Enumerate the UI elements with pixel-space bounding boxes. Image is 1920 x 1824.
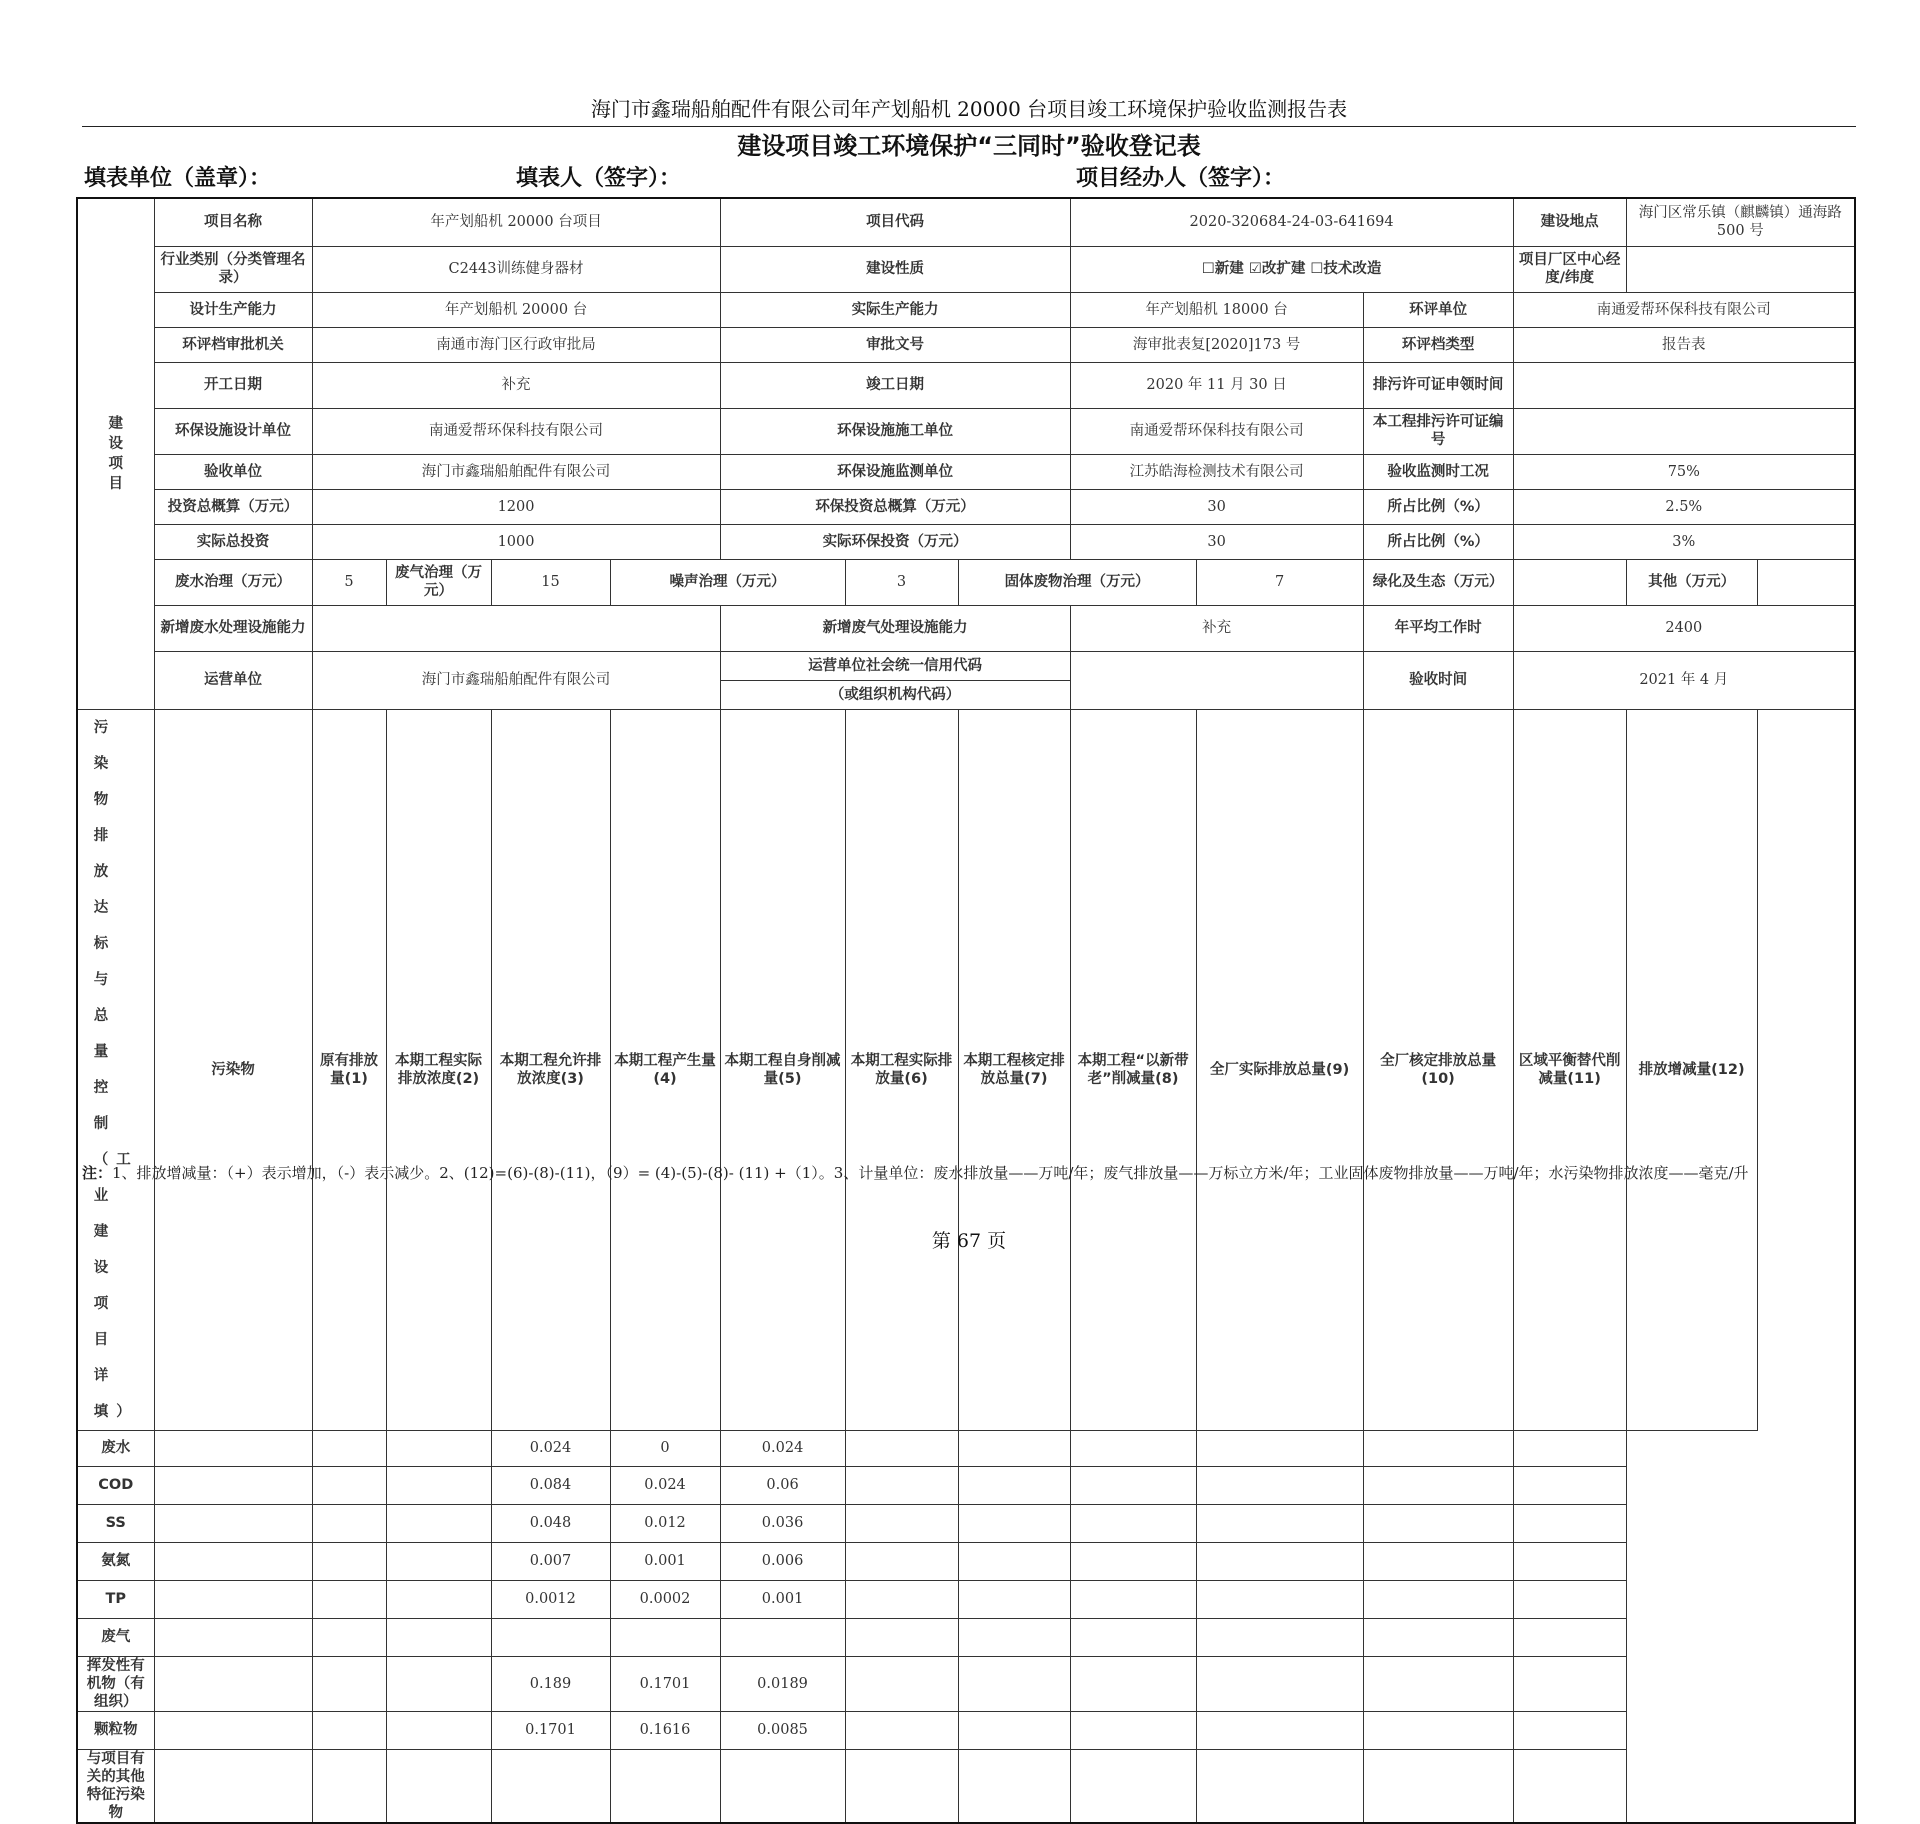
pollutant-cell: 0.1616 bbox=[610, 1711, 720, 1749]
value-ratio-2: 3% bbox=[1513, 524, 1855, 559]
label-actual-invest: 实际总投资 bbox=[154, 524, 312, 559]
pollutant-cell: 0.006 bbox=[720, 1542, 845, 1580]
pollutant-cell bbox=[312, 1656, 386, 1711]
pollutant-cell bbox=[1363, 1504, 1513, 1542]
label-actual-capacity: 实际生产能力 bbox=[720, 292, 1070, 327]
pollutant-cell bbox=[312, 1504, 386, 1542]
pollutant-cell bbox=[1363, 1656, 1513, 1711]
pollutant-cell bbox=[845, 1711, 958, 1749]
value-invest-total: 1200 bbox=[312, 489, 720, 524]
pollutant-cell: 0.1701 bbox=[491, 1711, 610, 1749]
label-eia-type: 环评档类型 bbox=[1363, 327, 1513, 362]
value-project-name: 年产划船机 20000 台项目 bbox=[312, 198, 720, 246]
label-accept-time: 验收时间 bbox=[1363, 651, 1513, 709]
value-start-date: 补充 bbox=[312, 362, 720, 408]
pollutant-cell: 0.0085 bbox=[720, 1711, 845, 1749]
pollutant-cell bbox=[958, 1504, 1070, 1542]
value-monitor-unit: 江苏皓海检测技术有限公司 bbox=[1070, 454, 1363, 489]
value-green bbox=[1513, 559, 1626, 605]
pollutant-cell bbox=[958, 1542, 1070, 1580]
pollutant-row bbox=[77, 1711, 1855, 1749]
pollutant-cell bbox=[1363, 1430, 1513, 1466]
pollutant-cell: 0.0189 bbox=[720, 1656, 845, 1711]
pollutant-cell bbox=[312, 1542, 386, 1580]
value-env-invest-total: 30 bbox=[1070, 489, 1363, 524]
pollutant-row bbox=[77, 1504, 1855, 1542]
pollutant-cell: 0.012 bbox=[610, 1504, 720, 1542]
value-new-gas: 补充 bbox=[1070, 605, 1363, 651]
pollutant-cell bbox=[386, 1656, 491, 1711]
pollutant-cell bbox=[1513, 1749, 1626, 1823]
value-industry: C2443训练健身器材 bbox=[312, 246, 720, 292]
pollutant-cell bbox=[610, 1618, 720, 1656]
pollutant-cell bbox=[1513, 1656, 1626, 1711]
label-design-unit: 环保设施设计单位 bbox=[154, 408, 312, 454]
label-permit-time: 排污许可证申领时间 bbox=[1363, 362, 1513, 408]
pollutant-cell bbox=[312, 1430, 386, 1466]
section-build-label: 建设项目 bbox=[77, 198, 154, 709]
pollutant-cell bbox=[1513, 1711, 1626, 1749]
pollutant-cell bbox=[386, 1618, 491, 1656]
pollutant-cell: 0.001 bbox=[720, 1580, 845, 1618]
value-hours: 2400 bbox=[1513, 605, 1855, 651]
pollutant-cell bbox=[845, 1618, 958, 1656]
header-col-11: 区域平衡替代削减量(11) bbox=[1513, 709, 1626, 1430]
pollutant-cell bbox=[1196, 1580, 1363, 1618]
row-project-name bbox=[77, 198, 1855, 246]
footnote-text: 1、排放增减量：（+）表示增加，（-）表示减少。2、(12)=(6)-(8)-(11)，（9）= (4)-(5)-(8)- (11) +（1）。3、计量单位：废水排放量——万吨/年；废气排放量——万标立方米/年；工业固体废物排放量——万吨/年；水污染物排放浓度——毫克/升 bbox=[112, 1164, 1749, 1182]
header-col-4: 本期工程产生量(4) bbox=[610, 709, 720, 1430]
value-noise-treatment: 3 bbox=[845, 559, 958, 605]
pollutant-cell bbox=[1070, 1618, 1196, 1656]
value-design-capacity: 年产划船机 20000 台 bbox=[312, 292, 720, 327]
label-ratio-1: 所占比例（%） bbox=[1363, 489, 1513, 524]
pollutant-cell bbox=[1070, 1430, 1196, 1466]
row-dates bbox=[77, 362, 1855, 408]
label-green: 绿化及生态（万元） bbox=[1363, 559, 1513, 605]
label-nature: 建设性质 bbox=[720, 246, 1070, 292]
pollutant-name: 与项目有关的其他特征污染物 bbox=[77, 1749, 154, 1823]
pollutant-cell bbox=[1070, 1656, 1196, 1711]
pollutant-cell: 0.024 bbox=[491, 1430, 610, 1466]
value-ww-treatment: 5 bbox=[312, 559, 386, 605]
pollutant-row bbox=[77, 1430, 1855, 1466]
label-credit-2: （或组织机构代码） bbox=[720, 680, 1070, 709]
pollutant-cell bbox=[386, 1430, 491, 1466]
label-env-invest-total: 环保投资总概算（万元） bbox=[720, 489, 1070, 524]
value-eia-unit: 南通爱帮环保科技有限公司 bbox=[1513, 292, 1855, 327]
label-operator: 运营单位 bbox=[154, 651, 312, 709]
pollutant-cell bbox=[720, 1618, 845, 1656]
header-col-7: 本期工程核定排放总量(7) bbox=[958, 709, 1070, 1430]
pollutant-cell bbox=[845, 1580, 958, 1618]
header-col-12: 排放增减量(12) bbox=[1626, 709, 1757, 1430]
pollutant-cell: 0.048 bbox=[491, 1504, 610, 1542]
pollutant-cell bbox=[312, 1580, 386, 1618]
value-coord bbox=[1626, 246, 1855, 292]
header-col-9: 全厂实际排放总量(9) bbox=[1196, 709, 1363, 1430]
pollutant-cell bbox=[312, 1618, 386, 1656]
pollutant-cell: 0.06 bbox=[720, 1466, 845, 1504]
pollutant-cell bbox=[154, 1580, 312, 1618]
pollutant-cell bbox=[1363, 1749, 1513, 1823]
label-start-date: 开工日期 bbox=[154, 362, 312, 408]
value-actual-capacity: 年产划船机 18000 台 bbox=[1070, 292, 1363, 327]
pollutant-cell bbox=[1070, 1711, 1196, 1749]
label-actual-env-invest: 实际环保投资（万元） bbox=[720, 524, 1070, 559]
pollutant-name: 废气 bbox=[77, 1618, 154, 1656]
pollutant-cell bbox=[1363, 1580, 1513, 1618]
pollutant-cell bbox=[1363, 1466, 1513, 1504]
value-condition: 75% bbox=[1513, 454, 1855, 489]
pollutant-row bbox=[77, 1656, 1855, 1711]
pollutant-cell bbox=[312, 1711, 386, 1749]
header-col-10: 全厂核定排放总量(10) bbox=[1363, 709, 1513, 1430]
pollutant-cell bbox=[1363, 1618, 1513, 1656]
pollutant-cell bbox=[958, 1580, 1070, 1618]
pollutant-cell bbox=[386, 1580, 491, 1618]
value-actual-invest: 1000 bbox=[312, 524, 720, 559]
header-col-8: 本期工程“以新带老”削减量(8) bbox=[1070, 709, 1196, 1430]
pollutant-cell bbox=[1070, 1466, 1196, 1504]
pollutant-row bbox=[77, 1618, 1855, 1656]
pollutant-name: 挥发性有机物（有组织） bbox=[77, 1656, 154, 1711]
label-finish-date: 竣工日期 bbox=[720, 362, 1070, 408]
pollutant-cell bbox=[1070, 1542, 1196, 1580]
page-header: 海门市鑫瑞船舶配件有限公司年产划船机 20000 台项目竣工环境保护验收监测报告表 bbox=[590, 97, 1348, 121]
label-approval-no: 审批文号 bbox=[720, 327, 1070, 362]
pollutant-row bbox=[77, 1542, 1855, 1580]
header-col-6: 本期工程实际排放量(6) bbox=[845, 709, 958, 1430]
pollutant-cell: 0.1701 bbox=[610, 1656, 720, 1711]
pollutant-cell bbox=[154, 1618, 312, 1656]
pollutant-cell bbox=[386, 1504, 491, 1542]
header-col-5: 本期工程自身削减量(5) bbox=[720, 709, 845, 1430]
value-build-unit: 南通爱帮环保科技有限公司 bbox=[1070, 408, 1363, 454]
pollutant-name: COD bbox=[77, 1466, 154, 1504]
pollutant-cell bbox=[610, 1749, 720, 1823]
pollutant-cell bbox=[845, 1430, 958, 1466]
label-new-gas: 新增废气处理设施能力 bbox=[720, 605, 1070, 651]
pollutant-cell bbox=[154, 1656, 312, 1711]
pollutant-cell bbox=[154, 1711, 312, 1749]
pollutant-cell bbox=[1196, 1430, 1363, 1466]
pollutant-cell bbox=[386, 1466, 491, 1504]
value-approval-no: 海审批表复[2020]173 号 bbox=[1070, 327, 1363, 362]
label-other: 其他（万元） bbox=[1626, 559, 1757, 605]
pollutant-cell bbox=[1196, 1542, 1363, 1580]
pollutant-cell bbox=[1196, 1711, 1363, 1749]
label-project-code: 项目代码 bbox=[720, 198, 1070, 246]
label-noise-treatment: 噪声治理（万元） bbox=[610, 559, 845, 605]
header-pollutant: 污染物 bbox=[154, 709, 312, 1430]
pollutant-name: 氨氮 bbox=[77, 1542, 154, 1580]
pollutant-cell bbox=[958, 1711, 1070, 1749]
form-title: 建设项目竣工环境保护“三同时”验收登记表 bbox=[737, 132, 1201, 160]
pollutant-cell bbox=[154, 1430, 312, 1466]
pollutant-cell bbox=[1070, 1580, 1196, 1618]
value-actual-env-invest: 30 bbox=[1070, 524, 1363, 559]
label-approval-org: 环评档审批机关 bbox=[154, 327, 312, 362]
pollutant-cell: 0.024 bbox=[610, 1466, 720, 1504]
pollutant-cell bbox=[386, 1711, 491, 1749]
pollutant-cell bbox=[1513, 1542, 1626, 1580]
row-treatment-costs bbox=[77, 559, 1855, 605]
row-approval bbox=[77, 327, 1855, 362]
pollutant-cell bbox=[1513, 1466, 1626, 1504]
pollutant-name: TP bbox=[77, 1580, 154, 1618]
label-design-capacity: 设计生产能力 bbox=[154, 292, 312, 327]
pollutant-cell bbox=[312, 1466, 386, 1504]
label-monitor-unit: 环保设施监测单位 bbox=[720, 454, 1070, 489]
row-acceptance bbox=[77, 454, 1855, 489]
row-operator bbox=[77, 651, 1855, 680]
pollutant-cell bbox=[1363, 1711, 1513, 1749]
pollutant-cell bbox=[491, 1618, 610, 1656]
pollutant-cell bbox=[154, 1466, 312, 1504]
row-industry bbox=[77, 246, 1855, 292]
label-coord: 项目厂区中心经度/纬度 bbox=[1513, 246, 1626, 292]
value-location: 海门区常乐镇（麒麟镇）通海路 500 号 bbox=[1626, 198, 1855, 246]
pollutant-cell bbox=[958, 1618, 1070, 1656]
sign-filler-label: 填表人（签字）： bbox=[516, 166, 682, 191]
value-design-unit: 南通爱帮环保科技有限公司 bbox=[312, 408, 720, 454]
pollutant-cell: 0.001 bbox=[610, 1542, 720, 1580]
label-gas-treatment: 废气治理（万元） bbox=[386, 559, 491, 605]
pollutant-cell bbox=[1513, 1504, 1626, 1542]
header-col-1: 原有排放量(1) bbox=[312, 709, 386, 1430]
pollutant-cell bbox=[154, 1749, 312, 1823]
pollutant-cell bbox=[845, 1466, 958, 1504]
pollutant-cell: 0.007 bbox=[491, 1542, 610, 1580]
pollutant-cell: 0.084 bbox=[491, 1466, 610, 1504]
pollutant-cell bbox=[1196, 1618, 1363, 1656]
footnote-label: 注： bbox=[82, 1164, 113, 1182]
value-new-ww bbox=[312, 605, 720, 651]
pollutant-cell bbox=[845, 1656, 958, 1711]
pollutant-cell bbox=[386, 1542, 491, 1580]
pollutant-cell bbox=[845, 1504, 958, 1542]
label-credit-1: 运营单位社会统一信用代码 bbox=[720, 651, 1070, 680]
pollutant-name: 废水 bbox=[77, 1430, 154, 1466]
label-build-unit: 环保设施施工单位 bbox=[720, 408, 1070, 454]
row-investment bbox=[77, 489, 1855, 524]
pollutant-cell bbox=[491, 1749, 610, 1823]
value-permit-time bbox=[1513, 362, 1855, 408]
page-number: 第 67 页 bbox=[931, 1230, 1007, 1252]
pollutant-cell bbox=[958, 1466, 1070, 1504]
label-solid-treatment: 固体废物治理（万元） bbox=[958, 559, 1196, 605]
pollutant-cell bbox=[154, 1542, 312, 1580]
pollutant-cell: 0.036 bbox=[720, 1504, 845, 1542]
pollutant-cell: 0 bbox=[610, 1430, 720, 1466]
label-location: 建设地点 bbox=[1513, 198, 1626, 246]
pollutant-header-row bbox=[77, 709, 1855, 1430]
pollutant-cell bbox=[386, 1749, 491, 1823]
label-eia-unit: 环评单位 bbox=[1363, 292, 1513, 327]
value-accept-unit: 海门市鑫瑞船舶配件有限公司 bbox=[312, 454, 720, 489]
section-pollution-label: 污染物排放达标与总量控制（工业建设项目详填） bbox=[77, 709, 154, 1430]
pollutant-cell bbox=[1070, 1749, 1196, 1823]
value-accept-time: 2021 年 4 月 bbox=[1513, 651, 1855, 709]
pollutant-cell bbox=[312, 1749, 386, 1823]
value-permit-no bbox=[1513, 408, 1855, 454]
sign-manager-label: 项目经办人（签字）： bbox=[1076, 166, 1286, 191]
pollutant-cell bbox=[958, 1430, 1070, 1466]
label-new-ww: 新增废水处理设施能力 bbox=[154, 605, 312, 651]
label-invest-total: 投资总概算（万元） bbox=[154, 489, 312, 524]
pollutant-cell bbox=[958, 1656, 1070, 1711]
pollutant-row bbox=[77, 1749, 1855, 1823]
label-project-name: 项目名称 bbox=[154, 198, 312, 246]
pollutant-row bbox=[77, 1466, 1855, 1504]
pollutant-name: SS bbox=[77, 1504, 154, 1542]
pollutant-cell bbox=[1363, 1542, 1513, 1580]
pollutant-cell: 0.189 bbox=[491, 1656, 610, 1711]
header-col-3: 本期工程允许排放浓度(3) bbox=[491, 709, 610, 1430]
registration-table bbox=[76, 197, 1856, 1824]
value-finish-date: 2020 年 11 月 30 日 bbox=[1070, 362, 1363, 408]
label-condition: 验收监测时工况 bbox=[1363, 454, 1513, 489]
pollutant-cell bbox=[1513, 1430, 1626, 1466]
pollutant-cell bbox=[1513, 1618, 1626, 1656]
pollutant-cell bbox=[845, 1749, 958, 1823]
pollutant-cell: 0.0012 bbox=[491, 1580, 610, 1618]
pollutant-cell bbox=[1196, 1749, 1363, 1823]
value-other bbox=[1757, 559, 1855, 605]
label-industry: 行业类别（分类管理名录） bbox=[154, 246, 312, 292]
label-hours: 年平均工作时 bbox=[1363, 605, 1513, 651]
header-col-2: 本期工程实际排放浓度(2) bbox=[386, 709, 491, 1430]
pollutant-cell bbox=[1513, 1580, 1626, 1618]
label-permit-no: 本工程排污许可证编号 bbox=[1363, 408, 1513, 454]
footnote bbox=[82, 1155, 1862, 1191]
pollutant-cell bbox=[1196, 1466, 1363, 1504]
value-credit bbox=[1070, 651, 1363, 709]
value-solid-treatment: 7 bbox=[1196, 559, 1363, 605]
label-ratio-2: 所占比例（%） bbox=[1363, 524, 1513, 559]
row-new-capacity bbox=[77, 605, 1855, 651]
label-accept-unit: 验收单位 bbox=[154, 454, 312, 489]
pollutant-cell bbox=[1196, 1504, 1363, 1542]
value-nature: ☐新建 ☑改扩建 ☐技术改造 bbox=[1070, 246, 1513, 292]
pollutant-cell bbox=[1070, 1504, 1196, 1542]
pollutant-rows bbox=[77, 1430, 1855, 1823]
pollutant-cell bbox=[958, 1749, 1070, 1823]
value-approval-org: 南通市海门区行政审批局 bbox=[312, 327, 720, 362]
pollutant-cell bbox=[1196, 1656, 1363, 1711]
pollutant-cell: 0.024 bbox=[720, 1430, 845, 1466]
value-ratio-1: 2.5% bbox=[1513, 489, 1855, 524]
label-ww-treatment: 废水治理（万元） bbox=[154, 559, 312, 605]
row-capacity bbox=[77, 292, 1855, 327]
value-operator: 海门市鑫瑞船舶配件有限公司 bbox=[312, 651, 720, 709]
pollutant-cell bbox=[845, 1542, 958, 1580]
pollutant-row bbox=[77, 1580, 1855, 1618]
value-gas-treatment: 15 bbox=[491, 559, 610, 605]
header-rule bbox=[82, 126, 1856, 127]
value-eia-type: 报告表 bbox=[1513, 327, 1855, 362]
row-facility-units bbox=[77, 408, 1855, 454]
pollutant-cell bbox=[154, 1504, 312, 1542]
row-actual-investment bbox=[77, 524, 1855, 559]
value-project-code: 2020-320684-24-03-641694 bbox=[1070, 198, 1513, 246]
pollutant-cell: 0.0002 bbox=[610, 1580, 720, 1618]
pollutant-cell bbox=[720, 1749, 845, 1823]
pollutant-name: 颗粒物 bbox=[77, 1711, 154, 1749]
sign-unit-label: 填表单位（盖章）： bbox=[84, 166, 272, 191]
